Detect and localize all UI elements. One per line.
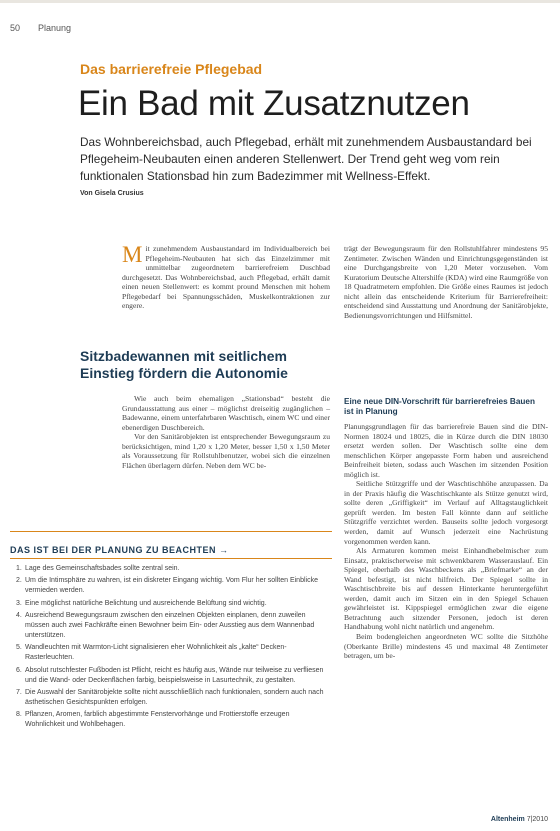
body-paragraph: trägt der Bewegungsraum für den Rollstuhlfahrer mindestens 95 Zentimeter. Zwischen Wänden und Einrichtungsgegenständen ist eine Durchgangsbreite von 1,20 Meter vorzusehen. Vom Kuratorium Deutsche Altershilfe (KDA) wird eine Raumgröße von 18 Quadratmetern empfohlen. Die Größe eines Raumes ist jedoch nicht allein das entscheidende Kriterium für Barrierefreiheit: entscheidend sind Ausstattung und Anordnung der Sanitärobjekte, Bedienungsvorrichtungen und Hilfsmittel. [344, 244, 548, 320]
body-paragraph: Wie auch beim ehemaligen „Stationsbad“ besteht die Grundausstattung aus einer – möglichst dreiseitig zugänglichen – Badewanne, einem unterfahrbaren Waschtisch, einem WC und einer ebenerdigen Duschbereich. [122, 394, 330, 432]
body-paragraph: Als Armaturen kommen meist Einhandhebelmischer zum Einsatz, praktischerweise mit schwenkbarem Wasserauslauf. Ein Spiegel, oberhalb des Waschbeckens als „Briefmarke“ an der Wand befestigt, ist nicht hilfreich. Der Spiegel sollte in Waschtischbreite bis auf dessen Hinterkante heruntergeführt werden, damit auch im Sitzen ein in den Spiegel Schauen gewährleistet ist. Kippspiegel ermöglichen zwar die eigene Betrachtung auch sitzender Personen, jedoch ist deren Handhabung wohl nicht natürlich und angenehm. [344, 546, 548, 632]
checklist-title [10, 545, 229, 555]
subheading-sitzbadewannen: Sitzbadewannen mit seitlichem Einstieg fördern die Autonomie [80, 348, 288, 381]
body-column-2-top [344, 244, 548, 320]
page-number: 50 [10, 23, 21, 33]
checklist-title-text: DAS IST BEI DER PLANUNG ZU BEACHTEN [10, 545, 217, 555]
section-label: Planung [38, 23, 72, 33]
checklist-item: 1. Lage des Gemeinschaftsbades sollte zentral sein. [16, 565, 180, 572]
body-paragraph: Mit zunehmendem Ausbaustandard im Individualbereich bei Pflegeheim-Neubauten hat sich das Einzelzimmer mit unmittelbar zugeordnetem barrierefreiem Duschbad durchgesetzt. Das Wohnbereichsbad, auch Pflegebad, erhält damit einen neuen Stellenwert: es kommt pround Menschen mit hohem Pflegebedarf bei Spannungsschäden, Muskelkontraktionen zur engere. [122, 242, 330, 311]
subheading-din-vorschrift: Eine neue DIN-Vorschrift für barrierefreies Bauen ist in Planung [344, 397, 535, 416]
checklist-title-rule [10, 558, 332, 559]
article-lead: Das Wohnbereichsbad, auch Pflegebad, erhält mit zunehmendem Ausbaustandard bei Pflegeheim-Neubauten einen anderen Stellenwert. Der Trend geht weg vom rein funktionalen Stationsbad hin zum Badezimmer mit Wellness-Effekt. [80, 135, 532, 183]
page-footer [491, 816, 548, 823]
checklist-item: 5. Wandleuchten mit Warmton-Licht signalisieren eher Wohnlichkeit als „kalte“ Decken-Rasterleuchten. [16, 644, 287, 662]
body-paragraph: Vor den Sanitärobjekten ist entsprechender Bewegungsraum zu berücksichtigen, mind 1,20 x 1,20 Meter, besser 1,50 x 1,50 Meter als Voraussetzung für Rollstuhlbenutzer, wobei sich die einzelnen Flächen überlagern dürfen. Neben dem WC be- [122, 432, 330, 470]
issue-number: 7|2010 [526, 816, 548, 823]
body-column-1-top [122, 244, 330, 311]
header-rule [0, 0, 560, 3]
body-paragraph: Planungsgrundlagen für das barrierefreie Bauen sind die DIN-Normen 18024 und 18025, die in Kürze durch die DIN 18030 ersetzt werden sollen. Der Waschtisch sollte eine dem menschlichen Körper angepasste Form haben und ausreichend Beinfreiheit bieten, sodass auch Waschen im sitzenden Position möglich ist. [344, 422, 548, 479]
checklist-item: 3. Eine möglichst natürliche Belichtung und ausreichende Belüftung sind wichtig. [16, 599, 267, 607]
arrow-right-icon: → [219, 545, 229, 555]
checklist-item: 7. Die Auswahl der Sanitärobjekte sollte nicht ausschließlich nach funktionalen, sondern auch nach ästhetischen Gesichtspunkten erfolgen. [16, 688, 324, 706]
body-paragraph: Seitliche Stützgriffe und der Waschtischhöhe anzupassen. Da in der Praxis häufig die Waschtischkante als Stütze genutzt wird, sollte deren „Griffigkeit“ im Verlauf auf Alltagstauglichkeit geprüft werden. Im besten Fall könnte dann auf seitliche Stützgriffe verzichtet werden. Bauseits sollte jedoch vorgesorgt werden, damit auf Wunsch jederzeit eine Nachrüstung vorgenommen werden kann. [344, 479, 548, 546]
checklist [16, 564, 328, 733]
body-paragraph: Beim bodengleichen angeordneten WC sollte die Sitzhöhe (Oberkante Brille) mindestens 45 und maximal 48 Zentimeter betragen, um be- [344, 632, 548, 661]
checklist-item: 2. Um die Intimsphäre zu wahren, ist ein diskreter Eingang wichtig. Vom Flur her sollten Einblicke vermieden werden. [16, 577, 318, 595]
checklist-item: 8. Pflanzen, Aromen, farblich abgestimmte Fenstervorhänge und Frottierstoffe erzeugen Wohnlichkeit und Wohlbehagen. [16, 711, 290, 729]
drop-cap: M [122, 242, 143, 267]
checklist-item: 6. Absolut rutschfester Fußboden ist Pflicht, reicht es häufig aus, Wände nur teilweise zu verfliesen und die Wand- oder Deckenflächen farbig, beispielsweise in Lasurtechnik, zu gestalten. [16, 666, 324, 684]
body-column-2-bottom [344, 422, 548, 661]
article-kicker: Das barrierefreie Pflegebad [80, 61, 263, 77]
article-author: Von Gisela Crusius [80, 190, 144, 197]
publication-name: Altenheim [490, 816, 525, 823]
checklist-top-rule [10, 531, 332, 532]
checklist-item: 4. Ausreichend Bewegungsraum zwischen den einzelnen Objekten einplanen, denn zuweilen müssen auch zwei Fachkräfte einen Bewohner beim Ein- oder Ausstieg aus dem Wannenbad unterstützen. [16, 612, 315, 639]
article-headline: Ein Bad mit Zusatznutzen [78, 84, 470, 123]
body-column-1-bottom [122, 394, 330, 470]
